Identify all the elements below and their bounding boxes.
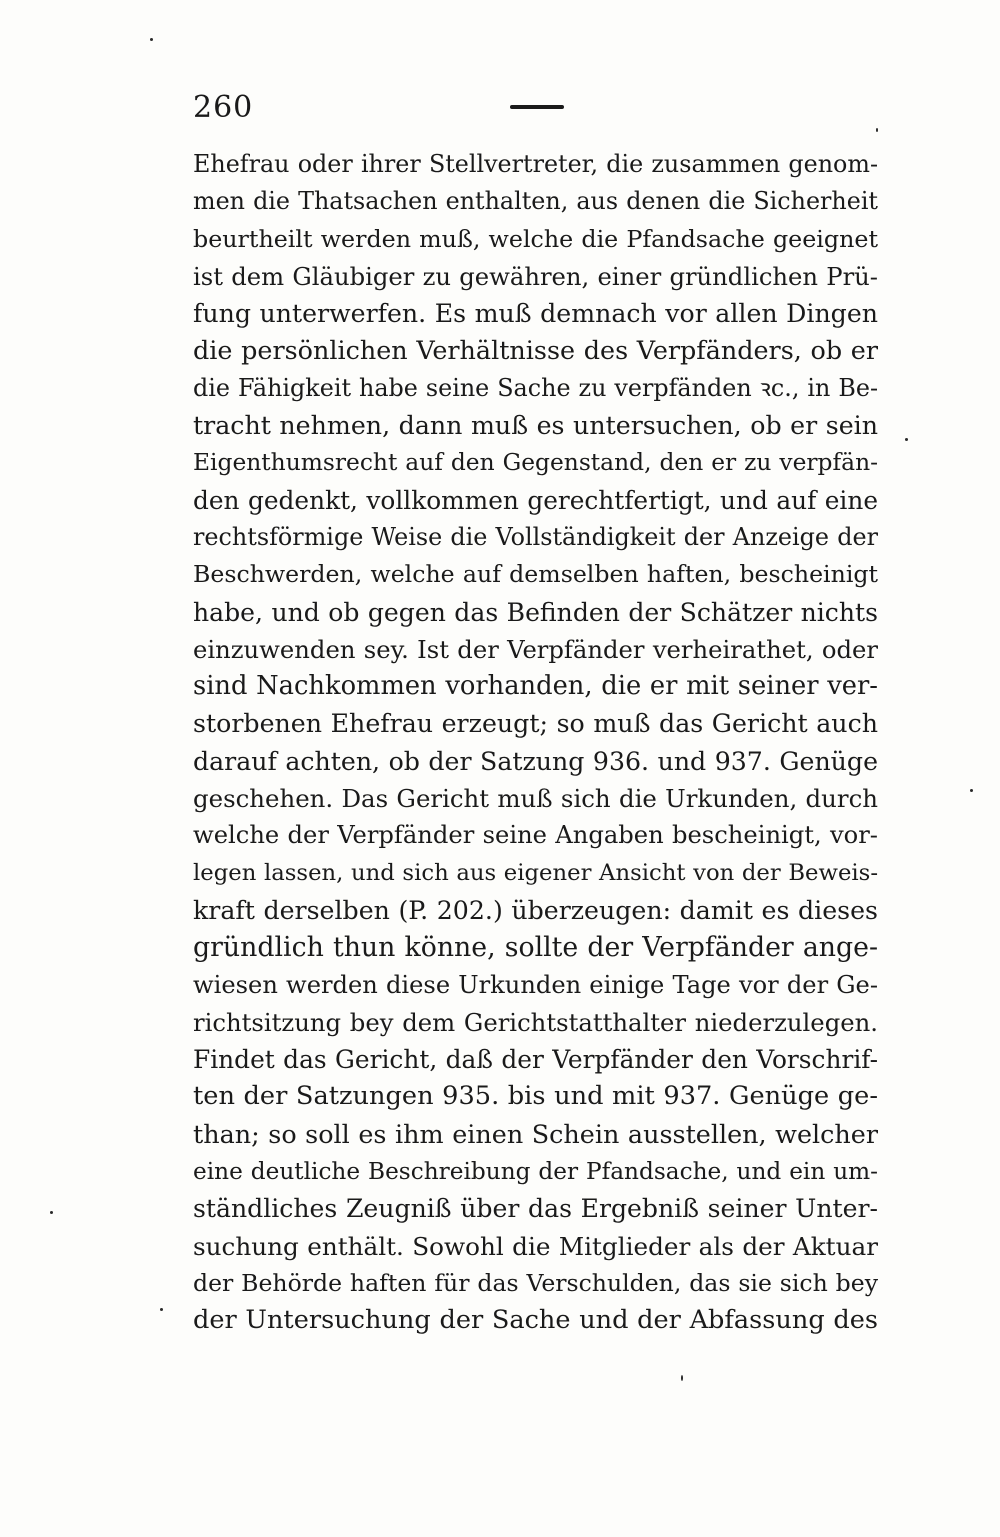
print-speck [160, 1308, 163, 1311]
text-line: tracht nehmen, dann muß es untersuchen, ob er sein [193, 411, 878, 441]
text-line: Findet das Gericht, daß der Verpfänder den Vorschrif- [193, 1045, 878, 1075]
text-line: welche der Verpfänder seine Angaben bescheinigt, vor- [193, 821, 878, 850]
text-line: suchung enthält. Sowohl die Mitglieder als der Aktuar [193, 1231, 878, 1261]
print-speck [970, 789, 973, 792]
text-line: men die Thatsachen enthalten, aus denen die Sicherheit [193, 187, 878, 216]
text-line: die Fähigkeit habe seine Sache zu verpfänden ꝛc., in Be- [193, 373, 878, 402]
body-text [193, 146, 878, 1340]
text-line: Beschwerden, welche auf demselben haften, bescheinigt [193, 560, 878, 589]
text-line: rechtsförmige Weise die Vollständigkeit der Anzeige der [193, 522, 878, 551]
text-line: der Behörde haften für das Verschulden, das sie sich bey [193, 1268, 878, 1297]
text-line: legen lassen, und sich aus eigener Ansicht von der Beweis- [193, 859, 878, 886]
text-line: beurtheilt werden muß, welche die Pfandsache geeignet [193, 224, 878, 253]
text-line: richtsitzung bey dem Gerichtstatthalter niederzulegen. [193, 1007, 878, 1037]
text-line: ständliches Zeugniß über das Ergebniß seiner Unter- [193, 1194, 878, 1224]
text-line: than; so soll es ihm einen Schein ausstellen, welcher [193, 1118, 878, 1149]
print-speck [876, 128, 878, 132]
page-header [193, 88, 883, 128]
text-line: habe, und ob gegen das Befinden der Schätzer nichts [193, 597, 878, 627]
text-line: ten der Satzungen 935. bis und mit 937. Genüge ge- [193, 1081, 878, 1112]
text-line: ist dem Gläubiger zu gewähren, einer gründlichen Prü- [193, 261, 878, 291]
text-line: wiesen werden diese Urkunden einige Tage vor der Ge- [193, 970, 878, 999]
text-line: sind Nachkommen vorhanden, die er mit seiner ver- [193, 671, 878, 702]
text-line: geschehen. Das Gericht muß sich die Urkunden, durch [193, 784, 878, 814]
text-line: gründlich thun könne, sollte der Verpfänder ange- [193, 932, 878, 964]
text-line: darauf achten, ob der Satzung 936. und 937. Genüge [193, 746, 878, 776]
print-speck [905, 438, 908, 441]
text-line: Ehefrau oder ihrer Stellvertreter, die zusammen genom- [193, 150, 878, 178]
text-line: der Untersuchung der Sache und der Abfassung des [193, 1305, 878, 1336]
text-line: fung unterwerfen. Es muß demnach vor allen Dingen [193, 299, 878, 329]
text-line: einzuwenden sey. Ist der Verpfänder verheirathet, oder [193, 634, 878, 664]
text-line: die persönlichen Verhältnisse des Verpfänders, ob er [193, 335, 878, 366]
text-line: den gedenkt, vollkommen gerechtfertigt, und auf eine [193, 485, 878, 515]
print-speck [150, 38, 153, 41]
header-rule [510, 105, 564, 109]
print-speck [50, 1211, 53, 1214]
text-line: kraft derselben (P. 202.) überzeugen: damit es dieses [193, 895, 878, 925]
page-number: 260 [193, 90, 254, 125]
text-line: storbenen Ehefrau erzeugt; so muß das Gericht auch [193, 709, 878, 739]
text-line: Eigenthumsrecht auf den Gegenstand, den er zu verpfän- [193, 448, 878, 477]
print-speck [681, 1375, 683, 1381]
text-line: eine deutliche Beschreibung der Pfandsache, und ein um- [193, 1158, 878, 1186]
